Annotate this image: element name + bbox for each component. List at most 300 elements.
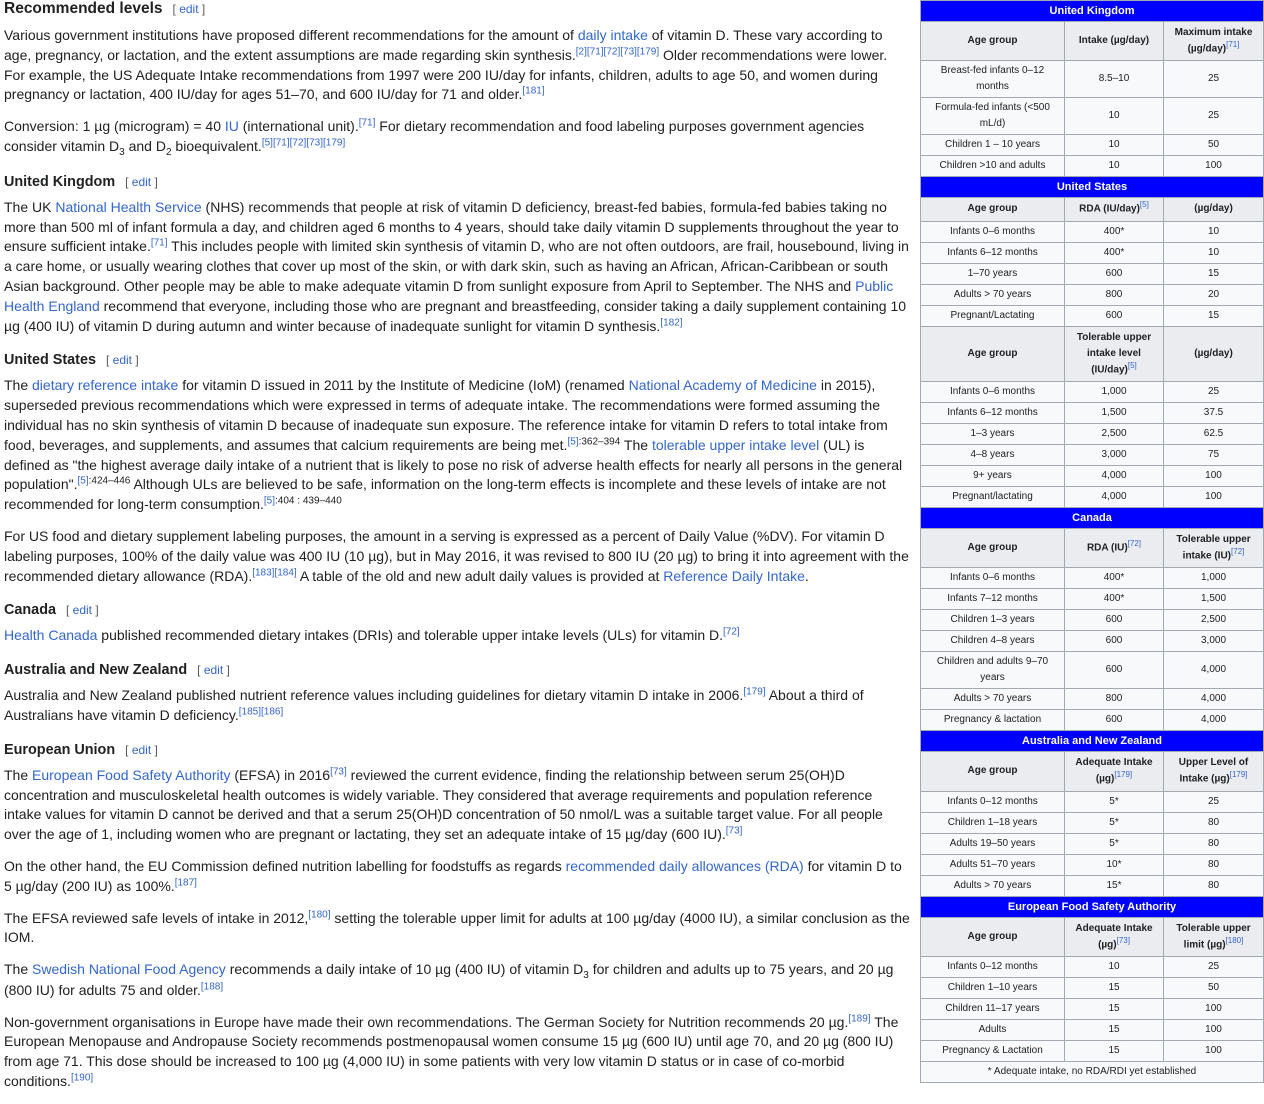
header-text: Adequate Intake (µg): [1075, 757, 1153, 785]
table-cell: Children 1 – 10 years: [921, 135, 1065, 156]
paragraph: [4, 960, 912, 1001]
column-header: [1164, 917, 1264, 956]
edit-section: [ edit ]: [197, 663, 230, 678]
table-cell: 15: [1065, 998, 1164, 1019]
table-row: [921, 833, 1264, 854]
table-cell: Infants 7–12 months: [921, 589, 1065, 610]
column-header: [921, 528, 1065, 567]
edit-section: [ edit ]: [125, 742, 158, 757]
column-header: [921, 917, 1065, 956]
table-cell: Infants 6–12 months: [921, 242, 1065, 263]
text: Older recommendations were lower. For example, the US Adequate Intake recommendations from 1997 were 200 IU/day for infants, children, adults to age 50, and women during pregnancy or lactation, 400 IU/day for ages 51–70, and 600 IU/day for 71 and older.: [4, 46, 888, 103]
column-header: [1065, 528, 1164, 567]
subscript: 2: [165, 146, 172, 158]
table-cell: 600: [1065, 652, 1164, 689]
column-header: [1164, 528, 1264, 567]
paragraph: [4, 527, 912, 586]
edit-section: [ edit ]: [125, 174, 158, 189]
table-cell: Formula-fed infants (<500 mL/d): [921, 98, 1065, 135]
column-header: [1164, 22, 1264, 61]
table-row: [921, 568, 1264, 589]
text: of vitamin D. These vary according to age, pregnancy, or lactation, and the extent assumptions are made regarding skin synthesis.: [4, 27, 883, 63]
text: Non-government organisations in Europe have made their own recommendations. The German Society for Nutrition recommends 20 µg.: [4, 1013, 849, 1030]
paragraph: [4, 117, 912, 158]
section: [4, 172, 912, 337]
table-cell: Pregnancy & Lactation: [921, 1040, 1065, 1061]
table-cell: 600: [1065, 710, 1164, 731]
header-text: Maximum intake (µg/day): [1174, 27, 1253, 55]
text: On the other hand, the EU Commission defined nutrition labelling for foodstuffs as regards: [4, 857, 566, 874]
citation-link[interactable]: [180]: [1225, 935, 1244, 945]
column-header: [921, 326, 1065, 381]
table-cell: Infants 0–12 months: [921, 956, 1065, 977]
edit-link[interactable]: edit: [179, 2, 199, 16]
wiki-link[interactable]: Swedish National Food Agency: [32, 961, 226, 978]
header-text: Intake (µg/day): [1078, 35, 1150, 47]
table-row: [921, 1019, 1264, 1040]
text: Australia and New Zealand published nutrient reference values including guidelines for dietary vitamin D intake in 2006.: [4, 687, 744, 704]
section: [4, 600, 912, 646]
table-row: [921, 791, 1264, 812]
text: recommend that everyone, including those who are pregnant and breastfeeding, consider taking a daily supplement containing 10 µg (400 IU) of vitamin D during autumn and winter because of inadequate sunlight for vitamin D synthesis.: [4, 297, 907, 334]
citation-link[interactable]: [72]: [1127, 538, 1142, 548]
table-cell: 15: [1164, 263, 1264, 284]
column-header: [1065, 198, 1164, 221]
text: for vitamin D issued in 2011 by the Institute of Medicine (IoM) (renamed: [178, 377, 629, 394]
table-cell: 600: [1065, 631, 1164, 652]
paragraph: [4, 198, 912, 337]
text: The: [620, 436, 652, 453]
table-row: [921, 486, 1264, 507]
table-row: [921, 135, 1264, 156]
table-section-title-row: [921, 1, 1264, 22]
section-heading: [4, 740, 912, 760]
table-cell: 80: [1164, 854, 1264, 875]
table-cell: Children 1–10 years: [921, 977, 1065, 998]
table-cell: 62.5: [1164, 423, 1264, 444]
citation-link[interactable]: [180]: [308, 908, 331, 920]
table-cell: Adults 19–50 years: [921, 833, 1065, 854]
section-heading: [4, 600, 912, 620]
section-heading-recommended-levels: [4, 0, 912, 18]
citation-link[interactable]: [5]: [567, 436, 579, 448]
table-cell: 50: [1164, 135, 1264, 156]
table-row: [921, 875, 1264, 896]
wiki-link[interactable]: Reference Daily Intake: [663, 567, 805, 584]
text: recommends a daily intake of 10 µg (400 IU) of vitamin D: [225, 961, 584, 978]
citation-link[interactable]: [179]: [743, 686, 766, 698]
table-section-title-row: [921, 896, 1264, 917]
wiki-link[interactable]: recommended daily allowances (RDA): [565, 857, 804, 874]
table-section-title: United Kingdom: [921, 1, 1264, 22]
citation-link[interactable]: [181]: [522, 85, 545, 97]
table-row: [921, 631, 1264, 652]
recommended-intake-table: [920, 0, 1263, 1083]
citation-link[interactable]: [72]: [1231, 546, 1245, 556]
table-header-row: [921, 198, 1264, 221]
table-cell: 400*: [1065, 589, 1164, 610]
paragraph: [4, 1013, 912, 1092]
header-text: Adequate Intake (µg): [1075, 922, 1153, 950]
text: For dietary recommendation and food labeling purposes government agencies consider vitamin D: [4, 118, 865, 154]
text: and D: [124, 137, 166, 154]
text: A table of the old and new adult daily values is provided at: [296, 567, 664, 584]
text: The: [4, 766, 33, 783]
header-text: Age group: [967, 203, 1018, 215]
table-cell: 5*: [1065, 833, 1164, 854]
wiki-link[interactable]: European Food Safety Authority: [32, 766, 231, 783]
header-text: Age group: [967, 542, 1018, 554]
table-section-title: Canada: [921, 507, 1264, 528]
citation-link[interactable]: [5]: [263, 495, 276, 507]
citation-link[interactable]: [71]: [358, 117, 376, 129]
table-cell: Infants 0–6 months: [921, 568, 1065, 589]
column-header: [1164, 752, 1264, 791]
table-cell: 10: [1065, 135, 1164, 156]
paragraph: [4, 376, 912, 515]
citation-link[interactable]: [185][186]: [238, 706, 284, 718]
table-cell: 5*: [1065, 791, 1164, 812]
wiki-link[interactable]: National Health Service: [55, 198, 202, 215]
table-cell: 10: [1164, 221, 1264, 242]
table-cell: Adults > 70 years: [921, 689, 1065, 710]
table-header-row: [921, 752, 1264, 791]
heading-text: Canada: [4, 602, 56, 619]
text: published recommended dietary intakes (DRIs) and tolerable upper intake levels (ULs) for vitamin D.: [97, 627, 724, 644]
table-cell: 1,500: [1164, 589, 1264, 610]
table-row: [921, 1040, 1264, 1061]
table-row: [921, 284, 1264, 305]
table-cell: 800: [1065, 284, 1164, 305]
text: The European Menopause and Andropause Society recommends postmenopausal women consume 15 µg (600 IU) until age 70, and 20 µg (800 IU) from age 71. This dose should be increased to 100 µg (4,000 IU) in some patients with very low vitamin D status or in case of co-morbid conditions.: [4, 1013, 899, 1090]
column-header: [1164, 198, 1264, 221]
citation-link[interactable]: [183][184]: [252, 566, 297, 578]
citation-link[interactable]: [5][71][72][73][179]: [261, 137, 346, 149]
section: [4, 740, 912, 1092]
column-header: [1065, 917, 1164, 956]
table-cell: 1,000: [1065, 381, 1164, 402]
table-cell: 1–70 years: [921, 263, 1065, 284]
table-cell: 80: [1164, 875, 1264, 896]
citation-link[interactable]: [73]: [330, 766, 347, 778]
table-cell: 25: [1164, 956, 1264, 977]
table-cell: 400*: [1065, 221, 1164, 242]
table-cell: 5*: [1065, 812, 1164, 833]
citation-link[interactable]: [188]: [200, 981, 224, 993]
section: [4, 26, 912, 158]
citation-link[interactable]: [5]: [1139, 200, 1149, 210]
table-cell: 25: [1164, 791, 1264, 812]
table-cell: 15*: [1065, 875, 1164, 896]
citation-link[interactable]: [73]: [725, 825, 743, 837]
subscript: 3: [119, 146, 125, 158]
header-text: (µg/day): [1194, 203, 1233, 215]
text: setting the tolerable upper limit for adults at 100 µg/day (4000 IU), a similar conclusion as the IOM.: [4, 909, 910, 946]
table-cell: 600: [1065, 610, 1164, 631]
table-cell: Pregnant/Lactating: [921, 305, 1065, 326]
table-cell: 600: [1065, 263, 1164, 284]
table-cell: 80: [1164, 833, 1264, 854]
table-header-row: [921, 326, 1264, 381]
header-text: Tolerable upper limit (µg): [1176, 922, 1251, 950]
table-row: [921, 465, 1264, 486]
text: Various government institutions have proposed different recommendations for the amount of: [4, 27, 578, 43]
table-row: [921, 610, 1264, 631]
edit-link[interactable]: edit: [203, 663, 224, 678]
table-header-row: [921, 528, 1264, 567]
table-cell: 15: [1065, 977, 1164, 998]
citation-link[interactable]: [71]: [150, 237, 168, 249]
citation-link[interactable]: [5]: [1127, 360, 1137, 370]
table-header-row: [921, 22, 1264, 61]
wiki-link[interactable]: Health Canada: [4, 627, 98, 644]
table-cell: 4–8 years: [921, 444, 1065, 465]
table-row: [921, 263, 1264, 284]
wiki-link[interactable]: IU: [224, 118, 239, 135]
heading-text: European Union: [4, 741, 116, 758]
header-text: Tolerable upper intake (IU): [1176, 533, 1251, 562]
section: [4, 660, 912, 726]
table-cell: Breast-fed infants 0–12 months: [921, 61, 1065, 98]
table-cell: Pregnancy & lactation: [921, 710, 1065, 731]
column-header: [921, 198, 1065, 221]
text: The: [4, 377, 33, 394]
table-section-title-row: [921, 731, 1264, 752]
citation-link[interactable]: [189]: [848, 1013, 871, 1025]
text: .: [804, 567, 809, 584]
header-text: Age group: [967, 765, 1018, 777]
section-heading: [4, 172, 912, 192]
table-row: [921, 710, 1264, 731]
edit-link[interactable]: edit: [112, 353, 132, 368]
table-cell: 37.5: [1164, 402, 1264, 423]
table-row: [921, 402, 1264, 423]
table-cell: 15: [1164, 305, 1264, 326]
table-cell: Children 1–18 years: [921, 812, 1065, 833]
citation-link[interactable]: [5]: [77, 475, 89, 487]
citation-link[interactable]: [73]: [1116, 935, 1130, 945]
citation-link[interactable]: [2][71][72][73][179]: [575, 46, 660, 58]
header-text: Age group: [967, 930, 1018, 942]
table-cell: Adults 51–70 years: [921, 854, 1065, 875]
text: Conversion: 1 µg (microgram) = 40: [4, 118, 225, 135]
table-cell: Adults > 70 years: [921, 284, 1065, 305]
wiki-link[interactable]: daily intake: [577, 27, 648, 43]
table-row: [921, 381, 1264, 402]
table-section-title-row: [921, 507, 1264, 528]
table-cell: Infants 6–12 months: [921, 402, 1065, 423]
table-cell: 9+ years: [921, 465, 1065, 486]
column-header: [1065, 752, 1164, 791]
table-section-title-row: [921, 177, 1264, 198]
table-cell: 2,500: [1164, 610, 1264, 631]
wiki-link[interactable]: dietary reference intake: [32, 377, 179, 394]
table-footnote: * Adequate intake, no RDA/RDI yet established: [921, 1061, 1264, 1082]
table-row: [921, 156, 1264, 177]
text: for children and adults up to 75 years, and 20 µg (800 IU) for adults 75 and older.: [4, 961, 894, 998]
text: The UK: [4, 198, 56, 215]
edit-section: [ edit ]: [105, 353, 139, 368]
table-footnote-row: [921, 1061, 1264, 1082]
table-cell: 2,500: [1065, 423, 1164, 444]
citation-link[interactable]: [179]: [1114, 770, 1133, 780]
table-cell: 100: [1164, 1019, 1264, 1040]
table-row: [921, 652, 1264, 689]
heading-text: Australia and New Zealand: [4, 662, 188, 679]
table-cell: Children 4–8 years: [921, 631, 1065, 652]
table-cell: Children 1–3 years: [921, 610, 1065, 631]
table-cell: Infants 0–6 months: [921, 221, 1065, 242]
table-row: [921, 977, 1264, 998]
table-section-title: European Food Safety Authority: [921, 896, 1264, 917]
table-cell: 4,000: [1065, 486, 1164, 507]
text: in 2015), superseded previous recommendations which were expressed in terms of adequate intake. The recommendations were formed assuming the individual has no skin synthesis of vitamin D because of inadequate sun exposure. The reference intake for vitamin D refers to total intake from food, beverages, and supplements, and assumes that calcium requirements are being met.: [4, 377, 888, 453]
citation-link[interactable]: [179]: [1229, 770, 1248, 780]
header-text: Upper Level of Intake (µg): [1178, 757, 1249, 785]
table-cell: 25: [1164, 381, 1264, 402]
paragraph: [4, 626, 912, 646]
column-header: [1164, 326, 1264, 381]
heading-text: Recommended levels: [4, 0, 163, 17]
table-cell: Children and adults 9–70 years: [921, 652, 1065, 689]
header-text: Tolerable upper intake level (IU/day): [1076, 331, 1152, 375]
header-text: Age group: [967, 35, 1018, 47]
table-cell: Adults: [921, 1019, 1065, 1040]
table-cell: 10: [1065, 156, 1164, 177]
section-heading: [4, 350, 912, 370]
table-row: [921, 61, 1264, 98]
table-row: [921, 423, 1264, 444]
table-cell: 10*: [1065, 854, 1164, 875]
table-cell: Infants 0–12 months: [921, 791, 1065, 812]
page-ref: :424–446: [88, 475, 131, 487]
citation-link[interactable]: [190]: [70, 1072, 94, 1084]
table-row: [921, 956, 1264, 977]
table-cell: 20: [1164, 284, 1264, 305]
header-text: (µg/day): [1194, 347, 1233, 359]
table-header-row: [921, 917, 1264, 956]
paragraph: [4, 686, 912, 726]
text: (NHS) recommends that people at risk of vitamin D deficiency, breast-fed babies, formula-fed babies taking no more than 500 ml of infant formula a day, and children aged 6 months to 4 years, should take daily vitamin D supplements throughout the year to ensure sufficient intake.: [4, 198, 899, 255]
table-cell: 50: [1164, 977, 1264, 998]
edit-link[interactable]: edit: [72, 603, 93, 618]
table-cell: 100: [1164, 156, 1264, 177]
table-cell: 1–3 years: [921, 423, 1065, 444]
text: bioequivalent.: [171, 137, 262, 154]
header-text: Age group: [967, 347, 1018, 359]
table-cell: 400*: [1065, 242, 1164, 263]
citation-link[interactable]: [72]: [723, 626, 740, 638]
table-row: [921, 98, 1264, 135]
wiki-link[interactable]: tolerable upper intake level: [651, 436, 820, 453]
table-cell: 4,000: [1164, 652, 1264, 689]
table-row: [921, 689, 1264, 710]
text: The: [4, 961, 33, 978]
table-cell: 80: [1164, 812, 1264, 833]
table-cell: 4,000: [1065, 465, 1164, 486]
table-cell: 1,000: [1164, 568, 1264, 589]
table-cell: Infants 0–6 months: [921, 381, 1065, 402]
table-cell: 4,000: [1164, 689, 1264, 710]
text: (international unit).: [238, 118, 359, 135]
table-row: [921, 221, 1264, 242]
table-cell: 25: [1164, 98, 1264, 135]
table-row: [921, 854, 1264, 875]
section-heading: [4, 660, 912, 680]
column-header: [1065, 22, 1164, 61]
table-cell: Children >10 and adults: [921, 156, 1065, 177]
text: For US food and dietary supplement labeling purposes, the amount in a serving is expressed as a percent of Daily Value (%DV). For vitamin D labeling purposes, 100% of the daily value was 400 IU (10 µg), but in May 2016, it was revised to 800 IU (20 µg) to bring it into agreement with the recommended dietary allowance (RDA).: [4, 527, 909, 584]
text: (EFSA) in 2016: [230, 766, 331, 783]
table-cell: 10: [1065, 98, 1164, 135]
table-cell: Pregnant/lactating: [921, 486, 1065, 507]
table-cell: 800: [1065, 689, 1164, 710]
table-cell: Adults > 70 years: [921, 875, 1065, 896]
heading-text: United States: [4, 352, 96, 369]
page-ref: :404 : 439–440: [275, 495, 342, 507]
header-text: RDA (IU/day): [1079, 203, 1140, 215]
table-cell: 25: [1164, 61, 1264, 98]
table-row: [921, 444, 1264, 465]
edit-link[interactable]: edit: [131, 742, 152, 757]
table-cell: 8.5–10: [1065, 61, 1164, 98]
edit-link[interactable]: edit: [131, 174, 152, 189]
table-cell: 3,000: [1065, 444, 1164, 465]
paragraph: [4, 766, 912, 845]
table-cell: 100: [1164, 465, 1264, 486]
subscript: 3: [583, 969, 589, 981]
text: The EFSA reviewed safe levels of intake in 2012,: [4, 909, 309, 926]
edit-section: [ edit ]: [172, 2, 206, 16]
citation-link[interactable]: [182]: [660, 316, 683, 328]
heading-text: United Kingdom: [4, 173, 116, 190]
paragraph: [4, 26, 912, 105]
header-text: RDA (IU): [1086, 542, 1128, 554]
table-cell: 100: [1164, 1040, 1264, 1061]
table-row: [921, 242, 1264, 263]
citation-link[interactable]: [187]: [174, 877, 197, 889]
table-cell: 400*: [1065, 568, 1164, 589]
wiki-link[interactable]: National Academy of Medicine: [628, 377, 817, 394]
table-cell: 4,000: [1164, 710, 1264, 731]
paragraph: [4, 909, 912, 949]
table-cell: 10: [1164, 242, 1264, 263]
text: About a third of Australians have vitamin D deficiency.: [4, 687, 864, 723]
text: Although ULs are believed to be safe, information on the long-term effects is incomplete and these levels of intake are not recommended for long-term consumption.: [4, 476, 886, 513]
table-cell: 100: [1164, 998, 1264, 1019]
table-cell: 600: [1065, 305, 1164, 326]
section: [4, 350, 912, 586]
table-row: [921, 812, 1264, 833]
citation-link[interactable]: [71]: [1226, 40, 1240, 49]
paragraph: [4, 857, 912, 897]
edit-section: [ edit ]: [65, 603, 99, 618]
table-row: [921, 589, 1264, 610]
table-row: [921, 998, 1264, 1019]
table-cell: 15: [1065, 1019, 1164, 1040]
text: for vitamin D to 5 µg/day (200 IU) as 100%.: [4, 857, 902, 894]
table-section-title: Australia and New Zealand: [921, 731, 1264, 752]
table-cell: 1,500: [1065, 402, 1164, 423]
table-cell: 15: [1065, 1040, 1164, 1061]
column-header: [921, 22, 1065, 61]
column-header: [1065, 326, 1164, 381]
text: This includes people with limited skin synthesis of vitamin D, who are not often outdoors, are frail, housebound, living in a care home, or usually wearing clothes that cover up most of the skin, or with dark skin, such as having an African, African-Caribbean or south Asian background. Other people may be able to make adequate vitamin D from sunlight exposure from April to September. The NHS and: [4, 238, 909, 294]
table-row: [921, 305, 1264, 326]
table-cell: 100: [1164, 486, 1264, 507]
table-cell: Children 11–17 years: [921, 998, 1065, 1019]
wiki-link[interactable]: Public Health England: [4, 277, 894, 314]
